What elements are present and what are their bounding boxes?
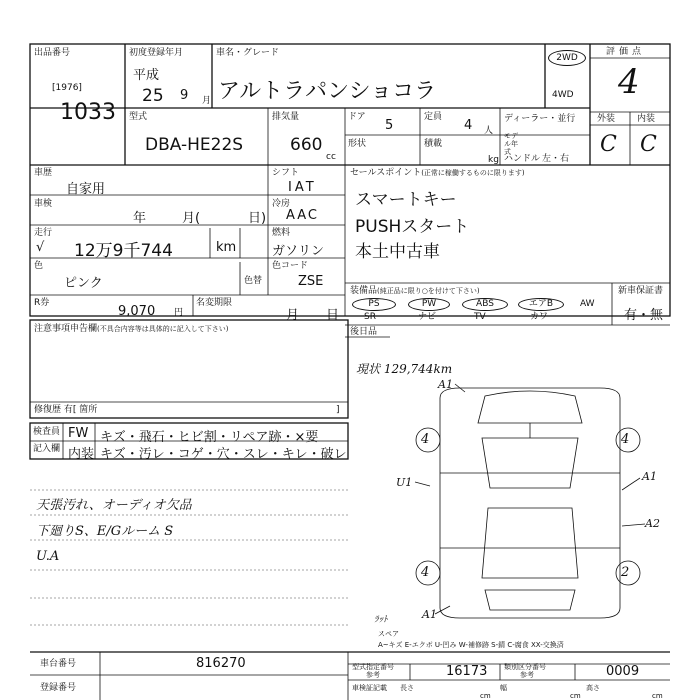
cert-height-unit: cm xyxy=(652,692,663,700)
doors-value: 5 xyxy=(385,118,394,133)
inspector-row2: キズ・汚レ・コゲ・穴・スレ・キレ・破レ xyxy=(100,447,347,462)
cert-width: 幅 xyxy=(500,684,507,692)
handwritten-line-1: 天張汚れ、オーディオ欠品 xyxy=(36,498,192,513)
shape-label: 形状 xyxy=(348,139,367,149)
diagram-label-right-2: A2 xyxy=(645,517,660,530)
first-reg-month: 9 xyxy=(180,88,189,103)
diagram-label-left: U1 xyxy=(396,476,413,489)
equip-ps: PS xyxy=(352,298,396,311)
warranty-value: 有・無 xyxy=(624,308,664,323)
color-value: ピンク xyxy=(64,276,103,291)
interior-label: 内装 xyxy=(637,114,656,124)
car-name: アルトラパンショコラ xyxy=(218,79,437,104)
equipment-label: 装備品(純正品に限り○を付けて下さい) xyxy=(350,286,480,296)
diagram-label-wheel-fr: 4 xyxy=(621,432,630,447)
first-reg-year: 25 xyxy=(142,86,164,106)
color-code-label: 色コード xyxy=(272,261,309,271)
interior-value: C xyxy=(640,132,657,157)
displacement-unit: cc xyxy=(326,152,336,162)
inspection-year: 年 xyxy=(133,211,147,226)
diagram-label-front: A1 xyxy=(438,378,453,391)
doors-label: ドア xyxy=(348,112,366,122)
sales-point-1: スマートキー xyxy=(355,190,457,210)
first-reg-month-unit: 月 xyxy=(202,96,212,106)
equip-aw: AW xyxy=(580,299,595,309)
handle-value: 左・右 xyxy=(542,154,570,164)
chassis-value: 816270 xyxy=(196,656,246,671)
class-no-sub: 参考 xyxy=(520,671,534,679)
recycle-unit: 円 xyxy=(174,308,184,318)
diagram-label-rear: A1 xyxy=(422,608,437,621)
equip-airbag: エアB xyxy=(518,298,564,311)
mileage-check: √ xyxy=(36,240,45,255)
lot-label: 出品番号 xyxy=(34,48,71,58)
capacity-label: 定員 xyxy=(424,112,443,122)
inspection-label: 車検 xyxy=(34,199,53,209)
shift-label: シフト xyxy=(272,168,300,178)
diagram-label-wheel-rl: 4 xyxy=(421,565,430,580)
handwritten-line-3: U.A xyxy=(36,549,60,564)
ac-label: 冷房 xyxy=(272,199,291,209)
equip-tv: TV xyxy=(474,312,486,322)
reg-deadline-day: 日 xyxy=(326,308,340,323)
equip-sr: SR xyxy=(364,312,376,322)
cert-label: 車検証記載 xyxy=(352,684,387,692)
exterior-label: 外装 xyxy=(597,114,616,124)
drive-4wd: 4WD xyxy=(552,90,574,100)
spare-note: ﾗｯﾄ xyxy=(374,615,388,625)
recycle-label: R券 xyxy=(34,298,50,308)
cert-length-unit: cm xyxy=(480,692,491,700)
recycle-value: 9,070 xyxy=(118,304,156,319)
inspector-label-1: 検査員 xyxy=(33,427,61,437)
exterior-value: C xyxy=(600,132,617,157)
model-value: DBA-HE22S xyxy=(145,135,244,155)
reg-deadline-label: 名変期限 xyxy=(196,298,233,308)
inspector-row1: キズ・飛石・ヒビ割・リペア跡・×要 xyxy=(100,430,319,445)
fuel-value: ガソリン xyxy=(272,244,325,259)
dealer-label: ディーラー・並行 xyxy=(504,114,576,124)
score-label: 評価点 xyxy=(606,47,646,57)
type-no-value: 16173 xyxy=(446,664,488,679)
warranty-label: 新車保証書 xyxy=(618,286,664,296)
cert-width-unit: cm xyxy=(570,692,581,700)
inspector-row1-label: FW xyxy=(68,426,89,441)
post-install-label: 後日品 xyxy=(350,327,378,337)
first-reg-label: 初度登録年月 xyxy=(129,48,184,58)
fuel-label: 燃料 xyxy=(272,228,291,238)
sales-point-2: PUSHスタート xyxy=(355,217,470,237)
car-damage-diagram xyxy=(400,378,660,638)
color-code-value: ZSE xyxy=(298,274,324,289)
ac-value: AAC xyxy=(286,208,319,223)
diagram-label-wheel-rr: 2 xyxy=(621,565,630,580)
damage-legend: A~キズ E-エクボ U-凹み W-補修跡 S-錆 C-腐食 XX-交換済 xyxy=(378,641,564,649)
history-label: 車歴 xyxy=(34,168,53,178)
handwritten-line-2: 下廻りS、E/Gルーム S xyxy=(36,524,174,539)
repair-label: 修復歴 有[ 箇所 xyxy=(34,405,98,415)
plate-label: 登録番号 xyxy=(40,683,77,693)
displacement-value: 660 xyxy=(290,135,323,155)
handwritten-mileage: 現状 129,744km xyxy=(356,362,453,376)
sales-points-label: セールスポイント(正常に稼働するものに限ります) xyxy=(350,168,525,178)
cert-length: 長さ xyxy=(400,684,414,692)
notes-label: 注意事項申告欄(不具合内容等は具体的に記入して下さい) xyxy=(34,324,229,334)
mileage-value: 12万9千744 xyxy=(74,241,173,261)
handle-label: ハンドル xyxy=(504,154,541,164)
color-label: 色 xyxy=(34,261,44,271)
mileage-label: 走行 xyxy=(34,228,53,238)
equip-leather: カワ xyxy=(530,312,549,322)
equip-abs: ABS xyxy=(462,298,508,311)
class-no-label: 類別区分番号 xyxy=(504,663,546,671)
displacement-label: 排気量 xyxy=(272,112,300,122)
car-name-label: 車名・グレード xyxy=(216,48,280,58)
equip-navi: ナビ xyxy=(418,312,437,322)
inspector-label-2: 記入欄 xyxy=(33,444,61,454)
lot-number: 1033 xyxy=(60,100,116,125)
class-no-value: 0009 xyxy=(606,664,640,679)
history-value: 自家用 xyxy=(66,182,106,197)
drive-2wd: 2WD xyxy=(548,50,586,66)
first-reg-era: 平成 xyxy=(133,68,160,83)
model-label: 型式 xyxy=(129,112,148,122)
inspector-row2-label: 内装 xyxy=(68,447,95,462)
load-label: 積載 xyxy=(424,139,443,149)
color-change-label: 色替 xyxy=(244,276,263,286)
inspection-day: 日) xyxy=(248,211,267,226)
type-no-sub: 参考 xyxy=(366,671,380,679)
inspection-month: 月( xyxy=(182,211,201,226)
spare-label: スペア xyxy=(378,630,399,638)
reg-deadline-month: 月 xyxy=(286,308,300,323)
capacity-unit: 人 xyxy=(484,126,494,136)
capacity-value: 4 xyxy=(464,118,473,133)
load-unit: kg xyxy=(488,155,499,165)
shift-value: IAT xyxy=(288,180,317,195)
score-value: 4 xyxy=(618,62,640,102)
diagram-label-wheel-fl: 4 xyxy=(421,432,430,447)
mileage-unit: km xyxy=(216,240,237,255)
lot-sub: [1976] xyxy=(52,83,82,93)
sales-point-3: 本土中古車 xyxy=(355,242,440,262)
model-year-label: モデル年式 xyxy=(504,132,518,156)
type-no-label: 型式指定番号 xyxy=(352,663,394,671)
chassis-label: 車台番号 xyxy=(40,659,77,669)
cert-height: 高さ xyxy=(586,684,600,692)
equip-pw: PW xyxy=(408,298,450,311)
diagram-label-right-1: A1 xyxy=(642,470,657,483)
repair-close: ] xyxy=(336,405,340,415)
